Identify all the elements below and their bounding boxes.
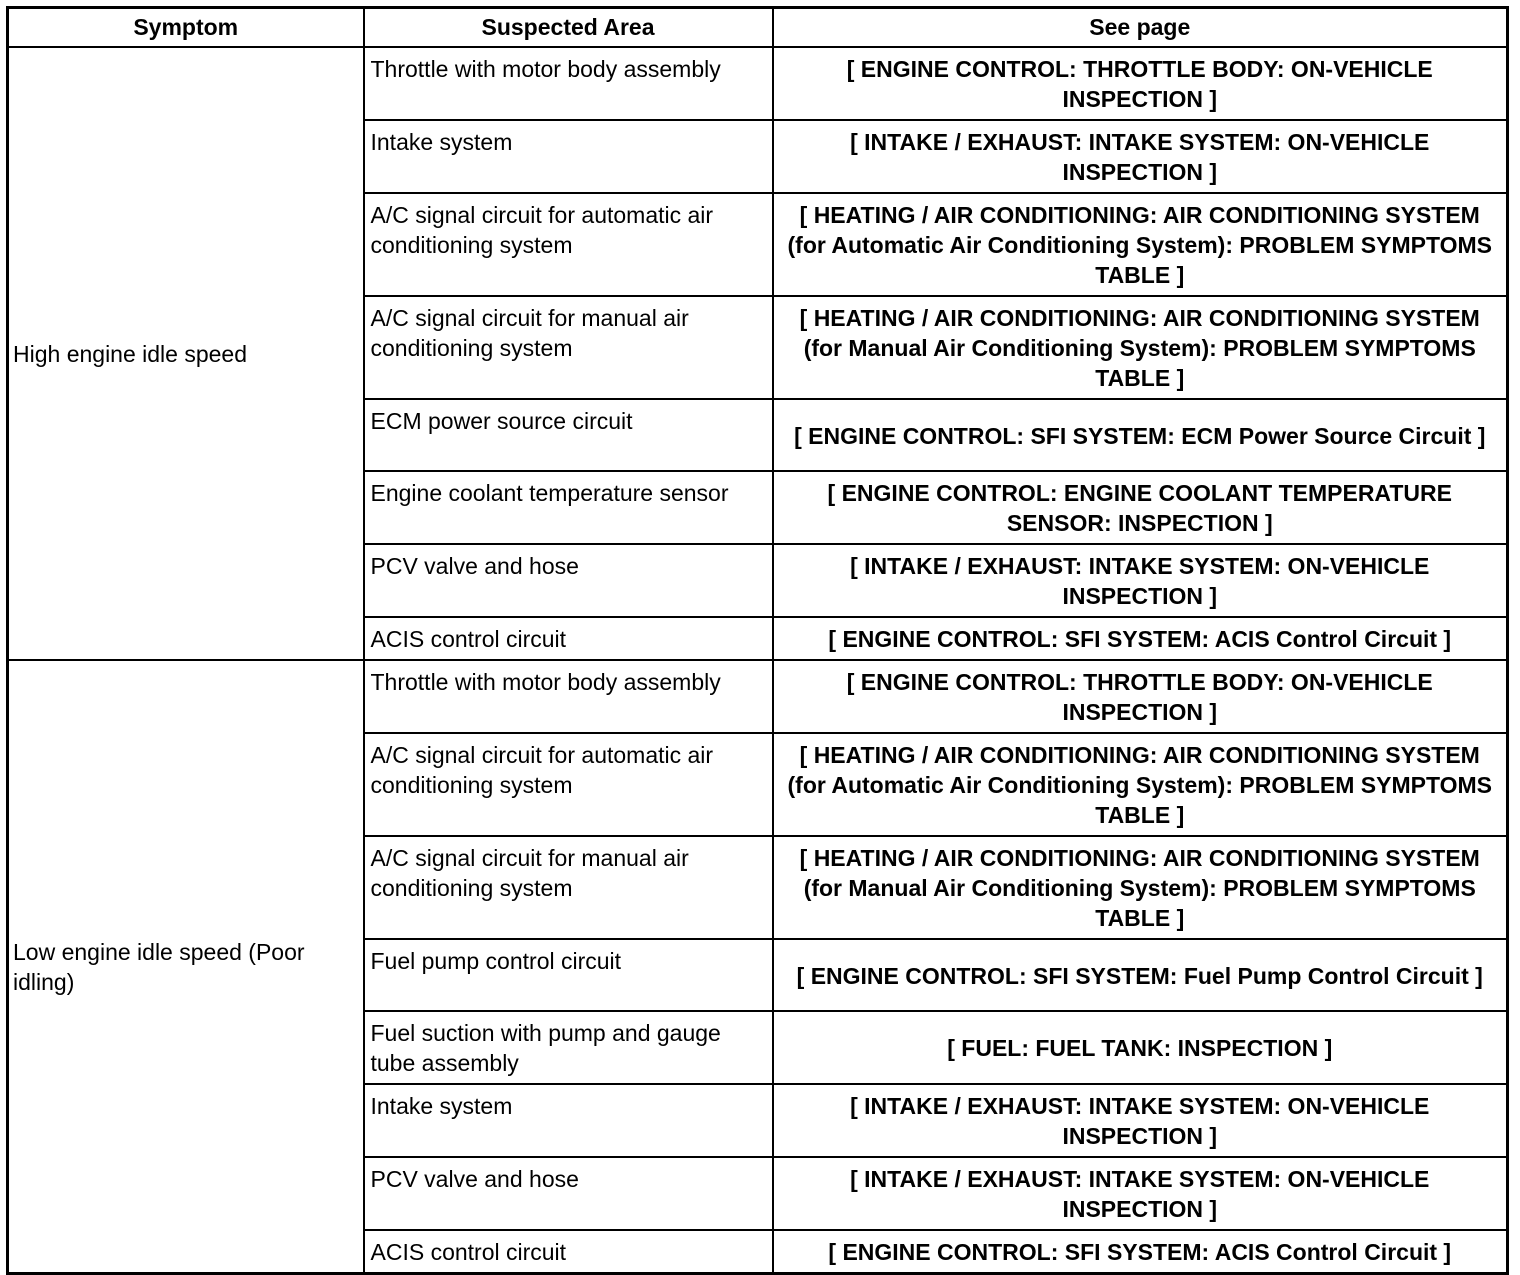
symptom-table <box>6 6 1509 1275</box>
suspected-area-cell: A/C signal circuit for manual air conditioning system <box>364 836 773 939</box>
see-page-link[interactable]: [ ENGINE CONTROL: SFI SYSTEM: ACIS Control Circuit ] <box>773 617 1508 660</box>
suspected-area-cell: ACIS control circuit <box>364 1230 773 1274</box>
suspected-area-cell: Fuel suction with pump and gauge tube assembly <box>364 1011 773 1084</box>
see-page-link[interactable]: [ ENGINE CONTROL: SFI SYSTEM: ECM Power Source Circuit ] <box>773 399 1508 471</box>
suspected-area-cell: ACIS control circuit <box>364 617 773 660</box>
header-see-page: See page <box>773 8 1508 48</box>
see-page-link[interactable]: [ INTAKE / EXHAUST: INTAKE SYSTEM: ON-VEHICLE INSPECTION ] <box>773 1157 1508 1230</box>
suspected-area-cell: Intake system <box>364 120 773 193</box>
see-page-link[interactable]: [ HEATING / AIR CONDITIONING: AIR CONDITIONING SYSTEM (for Manual Air Conditioning System): PROBLEM SYMPTOMS TABLE ] <box>773 836 1508 939</box>
suspected-area-cell: Engine coolant temperature sensor <box>364 471 773 544</box>
see-page-link[interactable]: [ ENGINE CONTROL: THROTTLE BODY: ON-VEHICLE INSPECTION ] <box>773 660 1508 733</box>
see-page-link[interactable]: [ HEATING / AIR CONDITIONING: AIR CONDITIONING SYSTEM (for Automatic Air Conditioning System): PROBLEM SYMPTOMS TABLE ] <box>773 733 1508 836</box>
table-row <box>8 660 1508 733</box>
see-page-link[interactable]: [ ENGINE CONTROL: THROTTLE BODY: ON-VEHICLE INSPECTION ] <box>773 47 1508 120</box>
see-page-link[interactable]: [ ENGINE CONTROL: SFI SYSTEM: Fuel Pump Control Circuit ] <box>773 939 1508 1011</box>
suspected-area-cell: Throttle with motor body assembly <box>364 47 773 120</box>
see-page-link[interactable]: [ HEATING / AIR CONDITIONING: AIR CONDITIONING SYSTEM (for Automatic Air Conditioning System): PROBLEM SYMPTOMS TABLE ] <box>773 193 1508 296</box>
suspected-area-cell: ECM power source circuit <box>364 399 773 471</box>
header-symptom: Symptom <box>8 8 364 48</box>
suspected-area-cell: A/C signal circuit for automatic air conditioning system <box>364 733 773 836</box>
suspected-area-cell: PCV valve and hose <box>364 1157 773 1230</box>
see-page-link[interactable]: [ INTAKE / EXHAUST: INTAKE SYSTEM: ON-VEHICLE INSPECTION ] <box>773 1084 1508 1157</box>
see-page-link[interactable]: [ INTAKE / EXHAUST: INTAKE SYSTEM: ON-VEHICLE INSPECTION ] <box>773 544 1508 617</box>
suspected-area-cell: A/C signal circuit for manual air conditioning system <box>364 296 773 399</box>
header-suspected-area: Suspected Area <box>364 8 773 48</box>
symptom-cell: Low engine idle speed (Poor idling) <box>8 660 364 1274</box>
see-page-link[interactable]: [ HEATING / AIR CONDITIONING: AIR CONDITIONING SYSTEM (for Manual Air Conditioning System): PROBLEM SYMPTOMS TABLE ] <box>773 296 1508 399</box>
see-page-link[interactable]: [ ENGINE CONTROL: SFI SYSTEM: ACIS Control Circuit ] <box>773 1230 1508 1274</box>
header-row <box>8 8 1508 48</box>
see-page-link[interactable]: [ ENGINE CONTROL: ENGINE COOLANT TEMPERATURE SENSOR: INSPECTION ] <box>773 471 1508 544</box>
symptom-cell: High engine idle speed <box>8 47 364 660</box>
table-row <box>8 47 1508 120</box>
suspected-area-cell: Fuel pump control circuit <box>364 939 773 1011</box>
see-page-link[interactable]: [ INTAKE / EXHAUST: INTAKE SYSTEM: ON-VEHICLE INSPECTION ] <box>773 120 1508 193</box>
suspected-area-cell: PCV valve and hose <box>364 544 773 617</box>
suspected-area-cell: Intake system <box>364 1084 773 1157</box>
suspected-area-cell: A/C signal circuit for automatic air conditioning system <box>364 193 773 296</box>
see-page-link[interactable]: [ FUEL: FUEL TANK: INSPECTION ] <box>773 1011 1508 1084</box>
suspected-area-cell: Throttle with motor body assembly <box>364 660 773 733</box>
